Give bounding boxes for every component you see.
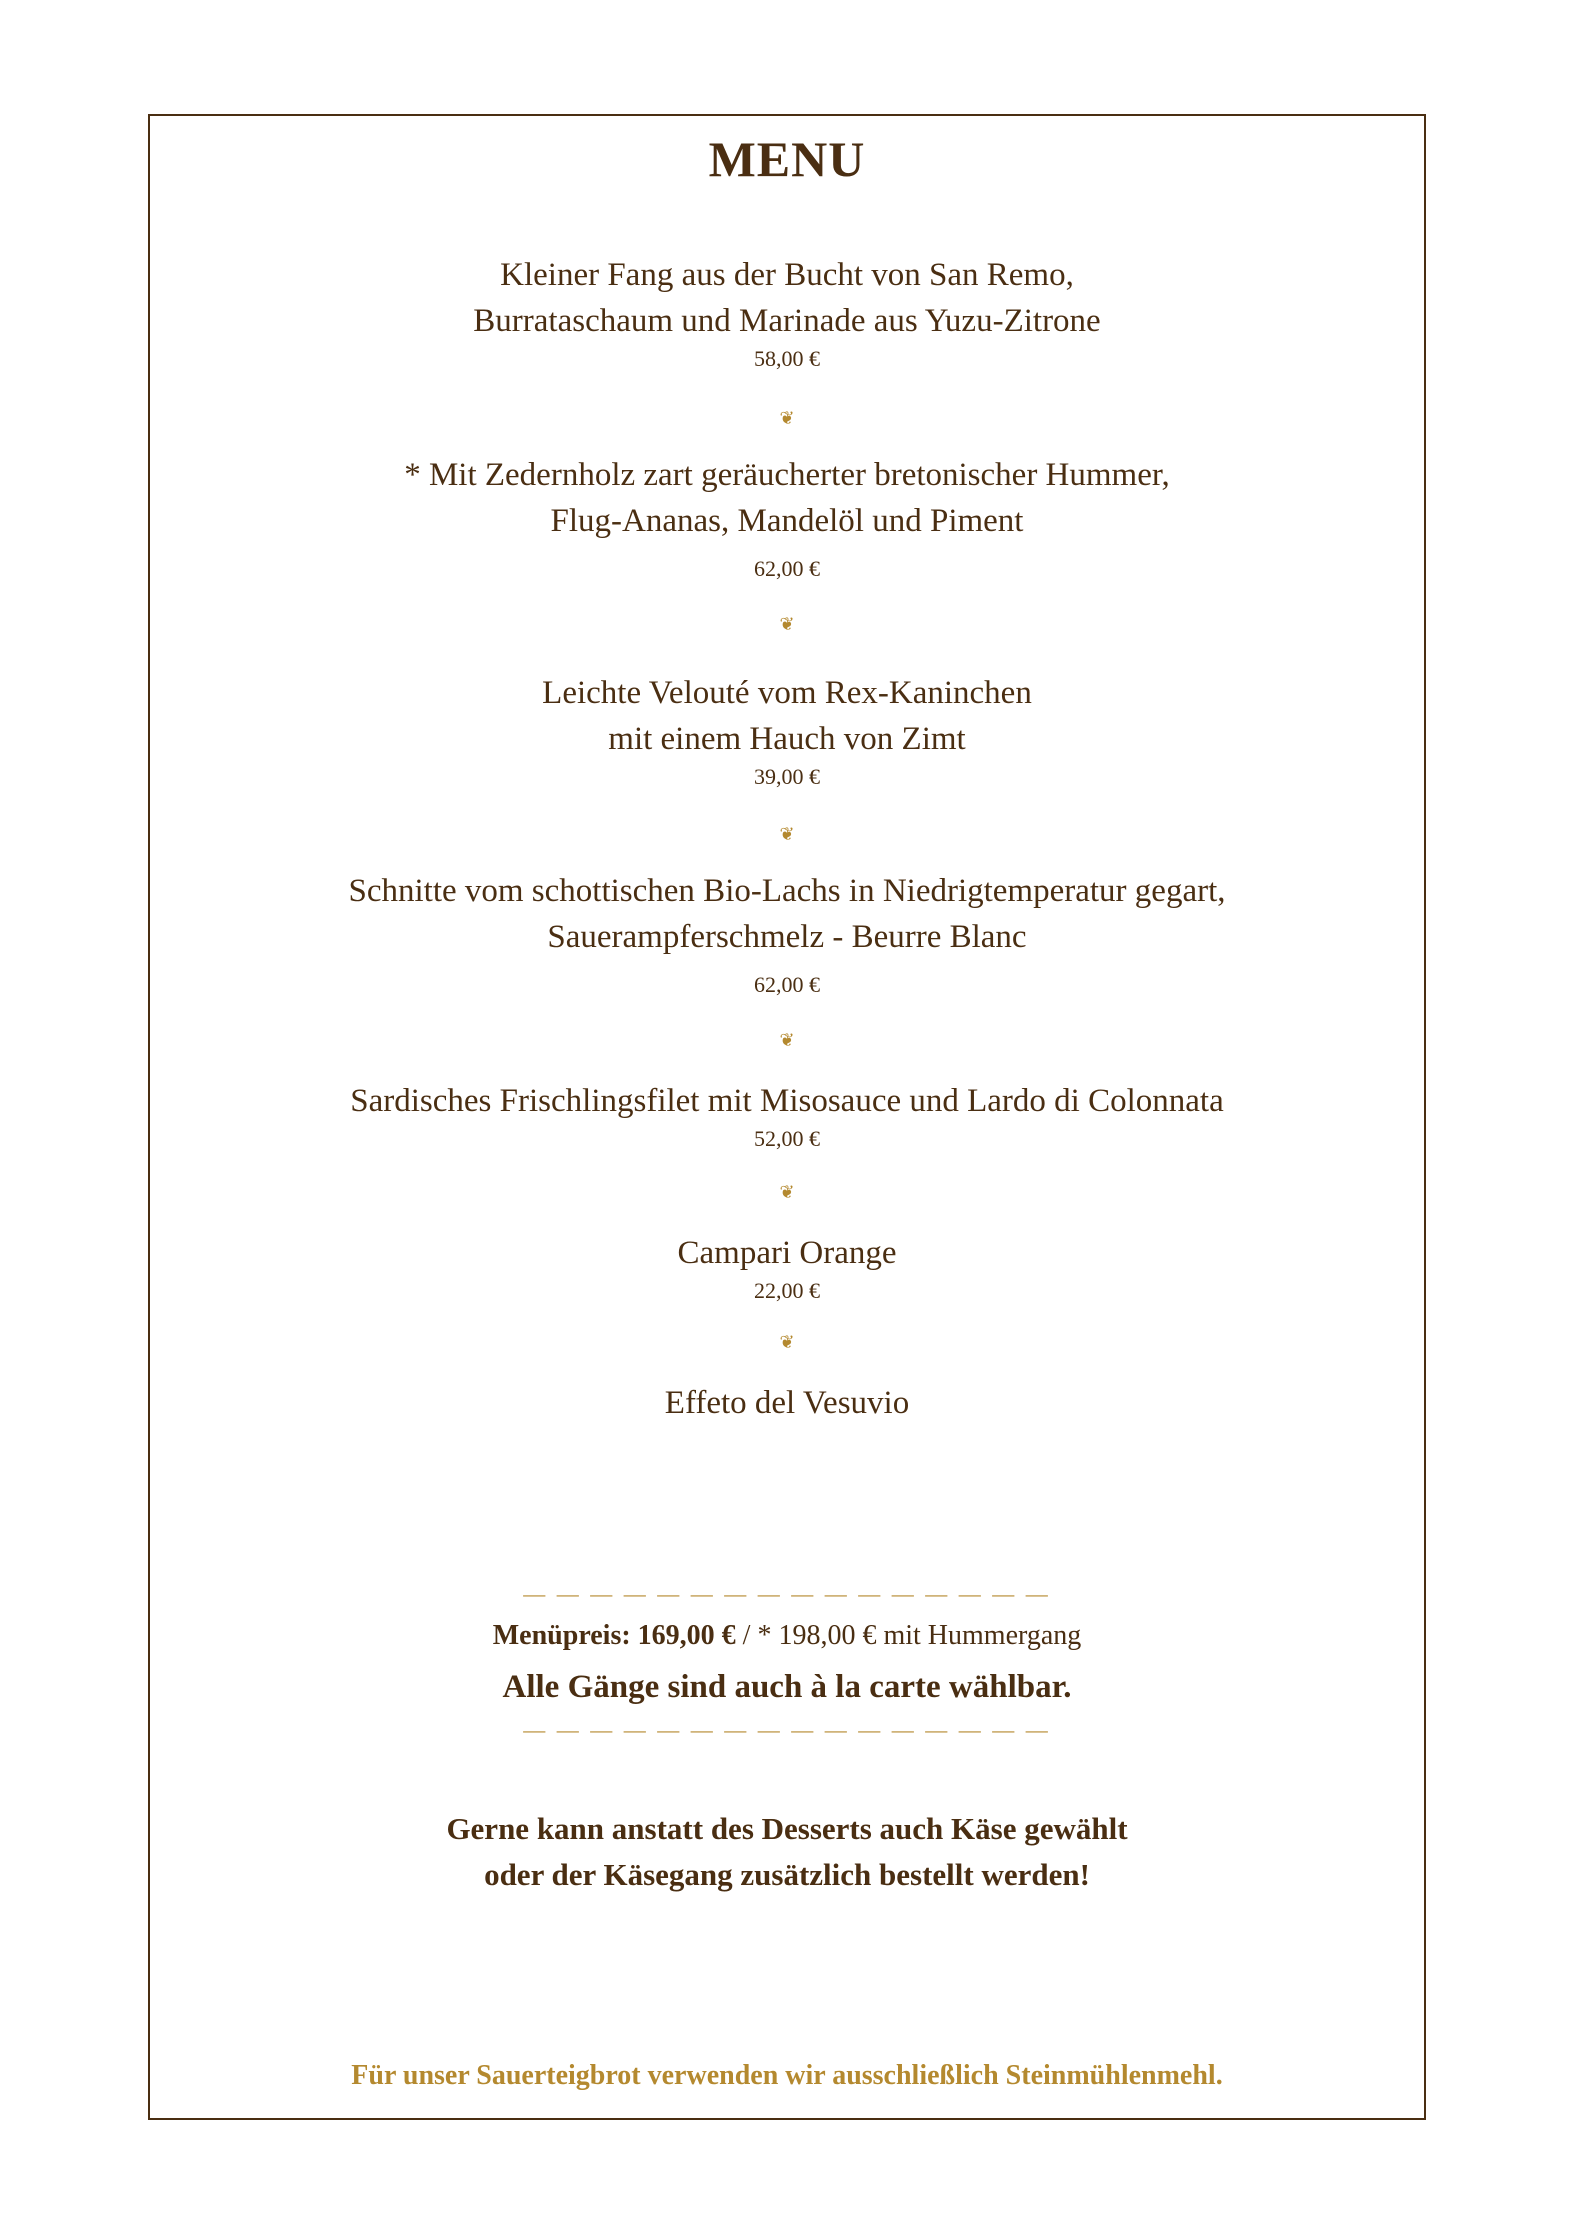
menu-price-label: Menüpreis: [492, 1620, 631, 1651]
course-line: Sauerampferschmelz - Beurre Blanc [547, 919, 1027, 955]
bread-note: Für unser Sauerteigbrot verwenden wir ausschließlich Steinmühlenmehl. [351, 2060, 1223, 2091]
course-price: 62,00 € [754, 556, 820, 581]
course-line: Burrataschaum und Marinade aus Yuzu-Zitrone [473, 303, 1101, 339]
course-7 [150, 1380, 1424, 1426]
course-line: Campari Orange [677, 1235, 897, 1271]
menu-price-separator: / * [742, 1620, 772, 1651]
course-line: Sardisches Frischlingsfilet mit Misosauce und Lardo di Colonnata [350, 1083, 1224, 1119]
ornament-divider: ❦ [779, 1182, 795, 1202]
menu-price-value: 169,00 € [637, 1620, 736, 1651]
menu-price-alt-value: 198,00 € [778, 1620, 877, 1651]
course-price: 62,00 € [754, 972, 820, 997]
course-price: 58,00 € [754, 346, 820, 371]
course-1 [150, 252, 1424, 374]
menu-price [150, 1618, 1424, 1654]
course-price: 52,00 € [754, 1126, 820, 1151]
menu-card [148, 114, 1426, 2120]
course-line: Schnitte vom schottischen Bio-Lachs in Niedrigtemperatur gegart, [348, 873, 1226, 909]
course-price: 22,00 € [754, 1278, 820, 1303]
course-2 [150, 452, 1424, 584]
course-6 [150, 1230, 1424, 1306]
course-5 [150, 1078, 1424, 1154]
course-4 [150, 868, 1424, 1000]
course-line: Flug-Ananas, Mandelöl und Piment [550, 503, 1024, 539]
cheese-note-line: Gerne kann anstatt des Desserts auch Käse gewählt [446, 1811, 1128, 1846]
page-title: MENU [708, 131, 866, 187]
course-line: Leichte Velouté vom Rex-Kaninchen [542, 675, 1032, 711]
ornament-divider: ❦ [779, 824, 795, 844]
ornament-divider: ❦ [779, 1332, 795, 1352]
menu-price-alt-note: mit Hummergang [883, 1620, 1082, 1651]
a-la-carte-note: Alle Gänge sind auch à la carte wählbar. [502, 1669, 1072, 1705]
course-line: mit einem Hauch von Zimt [608, 721, 966, 757]
ornament-divider: ❦ [779, 614, 795, 634]
course-3 [150, 670, 1424, 792]
course-line: Kleiner Fang aus der Bucht von San Remo, [500, 257, 1074, 293]
course-line: * Mit Zedernholz zart geräucherter bretonischer Hummer, [404, 457, 1170, 493]
cheese-note [150, 1806, 1424, 1898]
dashed-rule-bottom: — — — — — — — — — — — — — — — — [523, 1717, 1051, 1742]
cheese-note-line: oder der Käsegang zusätzlich bestellt werden! [484, 1857, 1090, 1892]
course-line: Effeto del Vesuvio [664, 1385, 910, 1421]
dashed-rule-top: — — — — — — — — — — — — — — — — [523, 1581, 1051, 1606]
ornament-divider: ❦ [779, 1030, 795, 1050]
course-price: 39,00 € [754, 764, 820, 789]
ornament-divider: ❦ [779, 408, 795, 428]
